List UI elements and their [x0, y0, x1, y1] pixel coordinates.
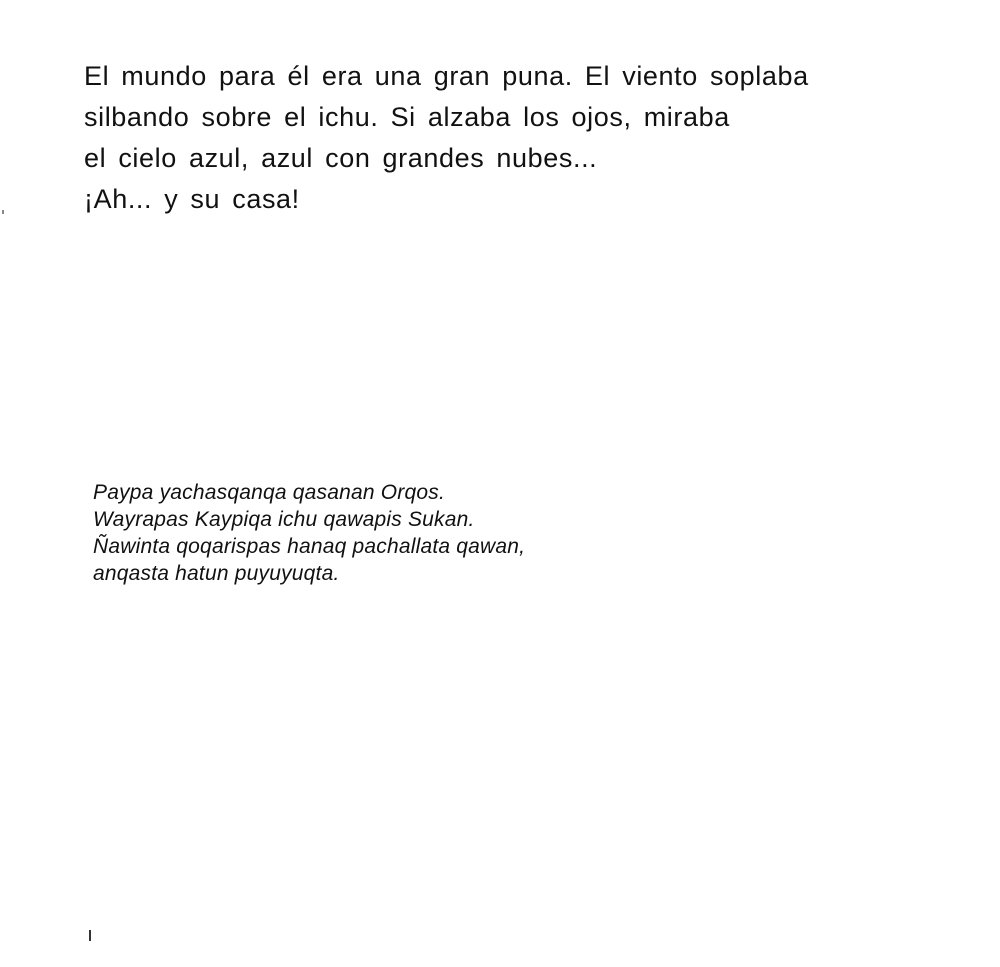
spanish-paragraph	[84, 56, 904, 220]
scan-mark-bottom	[89, 930, 91, 941]
quechua-paragraph	[93, 479, 793, 587]
spanish-line-4: ¡Ah... y su casa!	[84, 184, 300, 214]
quechua-line-3: Ñawinta qoqarispas hanaq pachallata qawan,	[93, 535, 526, 558]
quechua-line-2: Wayrapas Kaypiqa ichu qawapis Sukan.	[93, 508, 475, 531]
scan-mark-left	[2, 210, 4, 214]
quechua-line-4: anqasta hatun puyuyuqta.	[93, 562, 340, 585]
spanish-line-2: silbando sobre el ichu. Si alzaba los ojos, miraba	[84, 102, 730, 132]
quechua-line-1: Paypa yachasqanqa qasanan Orqos.	[93, 481, 445, 504]
spanish-line-1: El mundo para él era una gran puna. El viento soplaba	[84, 61, 809, 91]
spanish-line-3: el cielo azul, azul con grandes nubes...	[84, 143, 598, 173]
